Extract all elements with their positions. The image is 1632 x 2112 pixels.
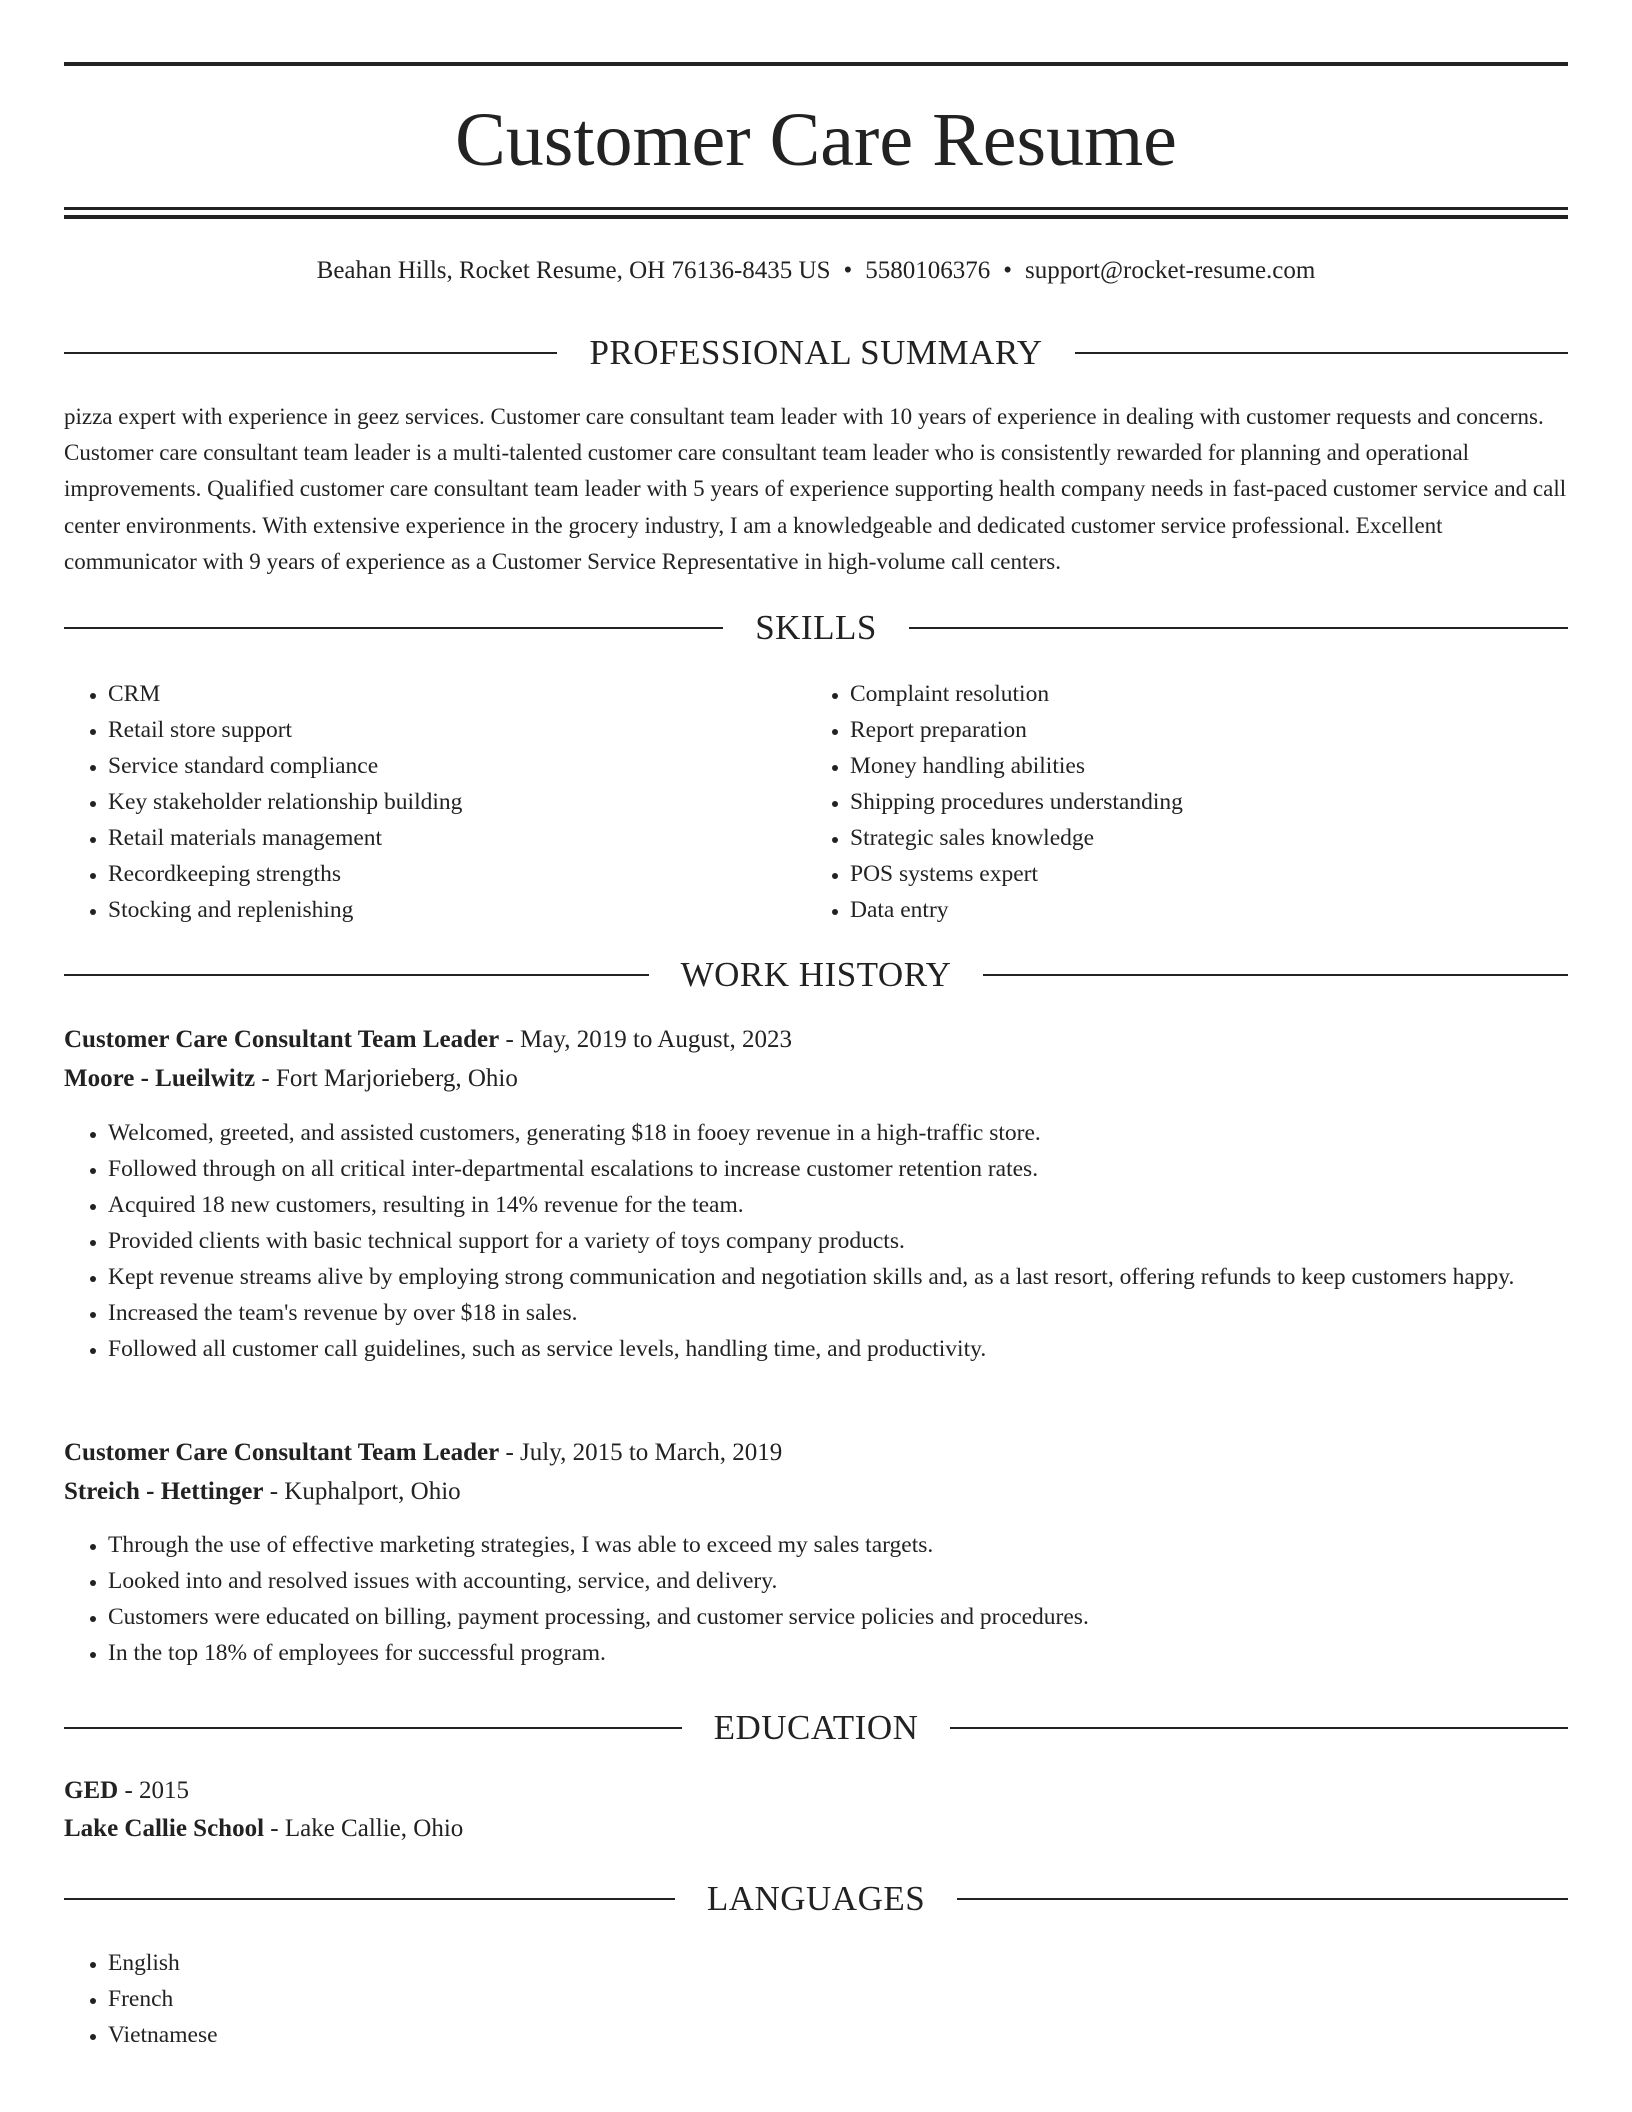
section-rule (64, 974, 649, 976)
skill-item: • Stocking and replenishing (108, 892, 808, 928)
section-header-work (64, 953, 1568, 997)
contact-email: support@rocket-resume.com (1025, 257, 1316, 284)
job-location: - Fort Marjorieberg, Ohio (255, 1065, 518, 1092)
section-header-languages (64, 1877, 1568, 1921)
title-rule-upper (64, 207, 1568, 210)
title-rule-lower (64, 215, 1568, 219)
job-bullet: • Through the use of effective marketing strategies, I was able to exceed my sales targets. (108, 1527, 1612, 1563)
job-bullet: • Increased the team's revenue by over $18 in sales. (108, 1295, 1612, 1331)
section-header-skills (64, 606, 1568, 650)
summary-text: pizza expert with experience in geez services. Customer care consultant team leader with 10 years of experience in dealing with customer requests and concerns. Customer care consultant team leader is a multi-talented customer care consultant team leader who is consistently rewarded for planning and operational improvements. Qualified customer care consultant team leader with 5 years of experience supporting health company needs in fast-paced customer service and call center environments. With extensive experience in the grocery industry, I am a knowledgeable and dedicated customer service professional. Excellent communicator with 9 years of experience as a Customer Service Representative in high-volume call centers. (64, 404, 1567, 574)
resume-title: Customer Care Resume (455, 98, 1177, 182)
job-bullet: • Followed through on all critical inter-departmental escalations to increase customer retention rates. (108, 1151, 1612, 1187)
contact-phone: 5580106376 (865, 257, 991, 284)
skill-item: • Report preparation (850, 712, 1550, 748)
education-location: - Lake Callie, Ohio (264, 1815, 464, 1842)
section-rule (957, 1898, 1568, 1900)
job-title: Customer Care Consultant Team Leader (64, 1026, 500, 1053)
job-company: Moore - Lueilwitz (64, 1065, 256, 1092)
section-rule (1075, 352, 1568, 354)
skill-item: • Money handling abilities (850, 748, 1550, 784)
job-bullet: • Welcomed, greeted, and assisted customers, generating $18 in fooey revenue in a high-traffic store. (108, 1115, 1612, 1151)
section-rule (64, 352, 557, 354)
skill-item: • Strategic sales knowledge (850, 820, 1550, 856)
section-rule (909, 627, 1568, 629)
education-degree-line (64, 1773, 1568, 1809)
skills-list-left (64, 676, 808, 928)
job-location: - Kuphalport, Ohio (263, 1478, 461, 1505)
job-bullet: • Acquired 18 new customers, resulting in 14% revenue for the team. (108, 1187, 1612, 1223)
section-rule (64, 627, 723, 629)
education-school: Lake Callie School (64, 1815, 265, 1842)
education-degree: GED (64, 1777, 119, 1804)
job-company-line (64, 1061, 1568, 1097)
job-bullet: • Customers were educated on billing, payment processing, and customer service policies and procedures. (108, 1599, 1612, 1635)
contact-separator: • (1003, 257, 1013, 284)
job-bullets (64, 1115, 1612, 1367)
job-bullet: • Kept revenue streams alive by employing strong communication and negotiation skills and, as a last resort, offering refunds to keep customers happy. (108, 1259, 1612, 1295)
top-rule (64, 62, 1568, 66)
job-company-line (64, 1474, 1568, 1510)
section-header-education (64, 1706, 1568, 1750)
section-rule (950, 1727, 1568, 1729)
skill-item: • Retail store support (108, 712, 808, 748)
language-item: • English (108, 1945, 1612, 1981)
skill-item: • Recordkeeping strengths (108, 856, 808, 892)
job-dates: - July, 2015 to March, 2019 (499, 1439, 783, 1466)
skills-list-right (806, 676, 1550, 928)
job-bullet: • Provided clients with basic technical support for a variety of toys company products. (108, 1223, 1612, 1259)
section-rule (64, 1898, 675, 1900)
skill-item: • Key stakeholder relationship building (108, 784, 808, 820)
contact-line (64, 254, 1568, 288)
section-rule (983, 974, 1568, 976)
skill-item: • Retail materials management (108, 820, 808, 856)
job-dates: - May, 2019 to August, 2023 (499, 1026, 793, 1053)
section-header-summary (64, 331, 1568, 375)
languages-list (64, 1945, 1612, 2053)
job-bullet: • Looked into and resolved issues with accounting, service, and delivery. (108, 1563, 1612, 1599)
skill-item: • Service standard compliance (108, 748, 808, 784)
job-title-line (64, 1435, 1568, 1471)
contact-address: Beahan Hills, Rocket Resume, OH 76136-8435 US (316, 257, 831, 284)
job-company: Streich - Hettinger (64, 1478, 264, 1505)
job-bullet: • Followed all customer call guidelines, such as service levels, handling time, and productivity. (108, 1331, 1612, 1367)
education-school-line (64, 1811, 1568, 1847)
skill-item: • Complaint resolution (850, 676, 1550, 712)
job-bullet: • In the top 18% of employees for successful program. (108, 1635, 1612, 1671)
language-item: • Vietnamese (108, 2017, 1612, 2053)
section-title-summary: PROFESSIONAL SUMMARY (589, 333, 1043, 372)
skill-item: • Shipping procedures understanding (850, 784, 1550, 820)
section-rule (64, 1727, 682, 1729)
job-title: Customer Care Consultant Team Leader (64, 1439, 500, 1466)
section-title-languages: LANGUAGES (706, 1879, 926, 1918)
contact-separator: • (843, 257, 853, 284)
skill-item: • POS systems expert (850, 856, 1550, 892)
section-title-skills: SKILLS (755, 608, 877, 647)
skill-item: • CRM (108, 676, 808, 712)
language-item: • French (108, 1981, 1612, 2017)
job-bullets (64, 1527, 1612, 1671)
education-year: - 2015 (118, 1777, 190, 1804)
section-title-education: EDUCATION (713, 1708, 919, 1747)
job-title-line (64, 1022, 1568, 1058)
skill-item: • Data entry (850, 892, 1550, 928)
section-title-work: WORK HISTORY (680, 955, 952, 994)
